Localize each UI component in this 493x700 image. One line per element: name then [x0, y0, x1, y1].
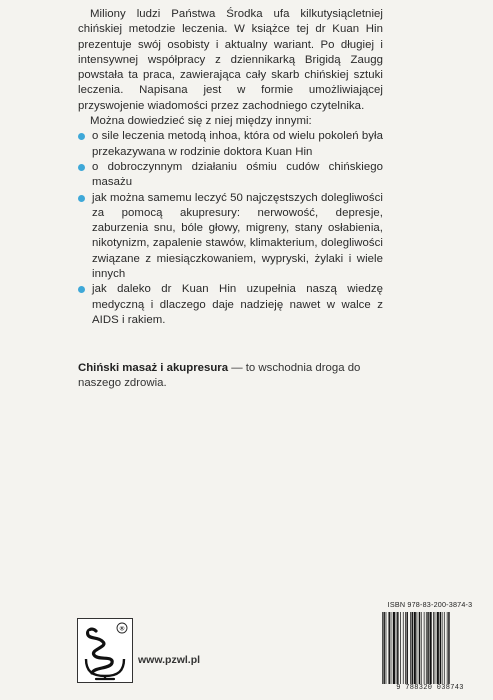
barcode-bar: [403, 612, 404, 684]
barcode-bar: [424, 612, 425, 684]
barcode-bar: [396, 612, 397, 684]
barcode-bar: [447, 612, 448, 684]
barcode-bar: [442, 612, 443, 684]
list-item: jak daleko dr Kuan Hin uzupełnia naszą wiedzę medyczną i dlaczego daje nadzieję nawet w walce z AIDS i rakiem.: [78, 282, 383, 328]
bullet-dot-icon: [78, 195, 85, 202]
barcode-bar: [414, 612, 416, 684]
tagline-rest: — to wschodnia droga do naszego zdrowia.: [78, 362, 361, 390]
barcode-bar: [405, 612, 406, 684]
barcode-bar: [437, 612, 439, 684]
barcode-bar: [421, 612, 422, 684]
isbn-label: ISBN 978-83-200-3874-3: [387, 600, 473, 609]
barcode-bar: [410, 612, 411, 684]
list-item: o sile leczenia metodą inhoa, która od wielu pokoleń była przekazywana w rodzinie doktora Kuan Hin: [78, 129, 383, 160]
barcode-bar: [435, 612, 436, 684]
barcode-bar: [400, 612, 401, 684]
barcode-bar: [427, 612, 428, 684]
barcode-bar: [383, 612, 384, 684]
barcode-bar: [419, 612, 420, 684]
intro-paragraph: Miliony ludzi Państwa Środka ufa kilkutysiącletniej chińskiej metodzie leczenia. W książce tej dr Kuan Hin prezentuje swój osobisty i aktualny wariant. Po długiej i intensywnej współpracy z dziennikarką Brigidą Zaugg powstała ta praca, zawierająca cały skarb chińskiej sztuki leczenia. Napisana jest w formie umożliwiającej przyswojenie wiadomości przez zachodniego czytelnika.: [78, 8, 383, 112]
lead-line: Można dowiedzieć się z niej między innymi:: [90, 115, 312, 128]
barcode-bar: [417, 612, 418, 684]
barcode-bar: [448, 612, 449, 684]
barcode-bar: [430, 612, 432, 684]
bullet-dot-icon: [78, 164, 85, 171]
barcode-bar: [412, 612, 413, 684]
barcode-bar: [426, 612, 427, 684]
list-item: o dobroczynnym działaniu ośmiu cudów chińskiego masażu: [78, 160, 383, 191]
barcode-bar: [397, 612, 398, 684]
barcode-digits: 9 788320 038743: [396, 684, 464, 692]
barcode-bar: [444, 612, 445, 684]
publisher-website: www.pzwl.pl: [138, 654, 201, 666]
barcode-bar: [406, 612, 407, 684]
bullet-dot-icon: [78, 133, 85, 140]
barcode-bar: [440, 612, 441, 684]
barcode-bar: [386, 612, 387, 684]
barcode-bar: [391, 612, 392, 684]
bullet-list: [78, 129, 383, 328]
barcode-bar: [433, 612, 434, 684]
publisher-logo: [77, 618, 133, 683]
blurb-text: [78, 7, 383, 328]
barcode-bar: [388, 612, 389, 684]
book-title: Chiński masaż i akupresura: [78, 362, 229, 374]
list-item: jak można samemu leczyć 50 najczęstszych dolegliwości za pomocą akupresury: nerwowość, depresje, zaburzenia snu, bóle głowy, migreny, stany osłabienia, nikotynizm, zapalenie stawów, klimakterium, dolegliwości związane z miesiączkowaniem, wypryski, żylaki i wiele innych: [78, 191, 383, 283]
barcode-bar: [393, 612, 395, 684]
registered-mark: ®: [119, 625, 125, 633]
bullet-dot-icon: [78, 286, 85, 293]
barcode-bar: [382, 612, 383, 684]
barcode-icon: [380, 612, 480, 684]
tagline: [78, 361, 383, 392]
snake-bowl-icon: [78, 619, 132, 682]
